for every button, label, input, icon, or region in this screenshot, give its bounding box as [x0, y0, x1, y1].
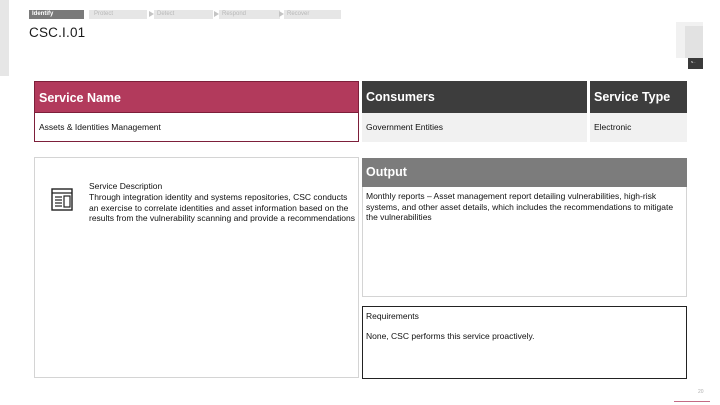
output-header: Output [362, 158, 687, 187]
consumers-value: Government Entities [362, 113, 587, 142]
consumers-header: Consumers [362, 81, 587, 113]
page-title: CSC.I.01 [29, 25, 86, 40]
page-number: 20 [698, 389, 704, 395]
service-name-header: Service Name [34, 81, 359, 113]
service-description-text: Through integration identity and systems repositories, CSC conducts an exercise to correlate identities and asset information based on the results from the vulnerability scanning and provide a recommendations [89, 192, 355, 223]
service-name-value: Assets & Identities Management [34, 113, 359, 142]
nav-step-detect[interactable]: Detect [154, 10, 213, 19]
service-description-panel [34, 157, 359, 378]
requirements-text: None, CSC performs this service proactively. [366, 331, 535, 341]
corner-decoration-label: S... [691, 60, 696, 64]
nav-step-protect[interactable]: Protect [89, 10, 147, 19]
corner-decoration [676, 22, 703, 69]
footer-accent-line [674, 401, 710, 402]
nav-step-recover[interactable]: Recover [284, 10, 341, 19]
nav-step-identify[interactable]: Identify [29, 10, 84, 19]
left-edge-bar [0, 0, 9, 76]
document-list-icon [50, 186, 76, 212]
output-panel [362, 187, 687, 297]
requirements-title: Requirements [366, 311, 419, 321]
output-text: Monthly reports – Asset management report detailing vulnerabilities, high-risk systems, and other asset details, which includes the recommendations to mitigate the vulnerabilities [366, 191, 674, 222]
service-type-value: Electronic [590, 113, 687, 142]
nav-step-respond[interactable]: Respond [219, 10, 280, 19]
service-type-header: Service Type [590, 81, 687, 113]
requirements-panel [362, 306, 687, 379]
service-description-title: Service Description [89, 181, 163, 191]
